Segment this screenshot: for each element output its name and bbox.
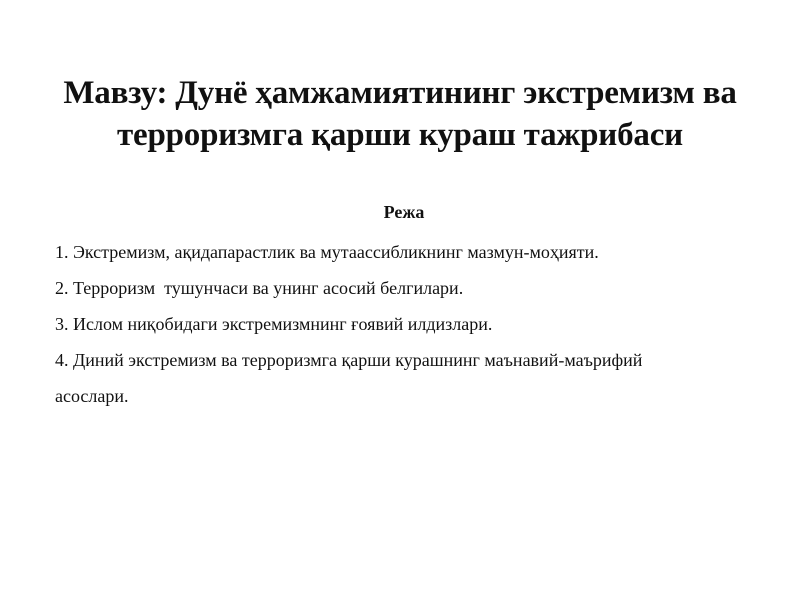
plan-item-1: 1. Экстремизм, ақидапарастлик ва мутаассибликнинг мазмун-моҳияти.	[55, 242, 599, 262]
slide-title-line-1: Мавзу: Дунё ҳамжамиятининг экстремизм ва	[63, 75, 737, 111]
plan-list	[55, 234, 755, 414]
plan-item-3: 3. Ислом ниқобидаги экстремизмнинг ғоявий илдизлари.	[55, 314, 493, 334]
plan-item-2: 2. Терроризм тушунчаси ва унинг асосий белгилари.	[55, 278, 464, 298]
plan-heading: Режа	[383, 202, 425, 222]
plan-item-4-continuation: асослари.	[55, 386, 129, 406]
plan-item-4: 4. Диний экстремизм ва терроризмга қарши курашнинг маънавий-маърифий	[55, 350, 643, 370]
slide-title	[40, 72, 760, 156]
slide-title-line-2: терроризмга қарши кураш тажрибаси	[117, 117, 683, 153]
